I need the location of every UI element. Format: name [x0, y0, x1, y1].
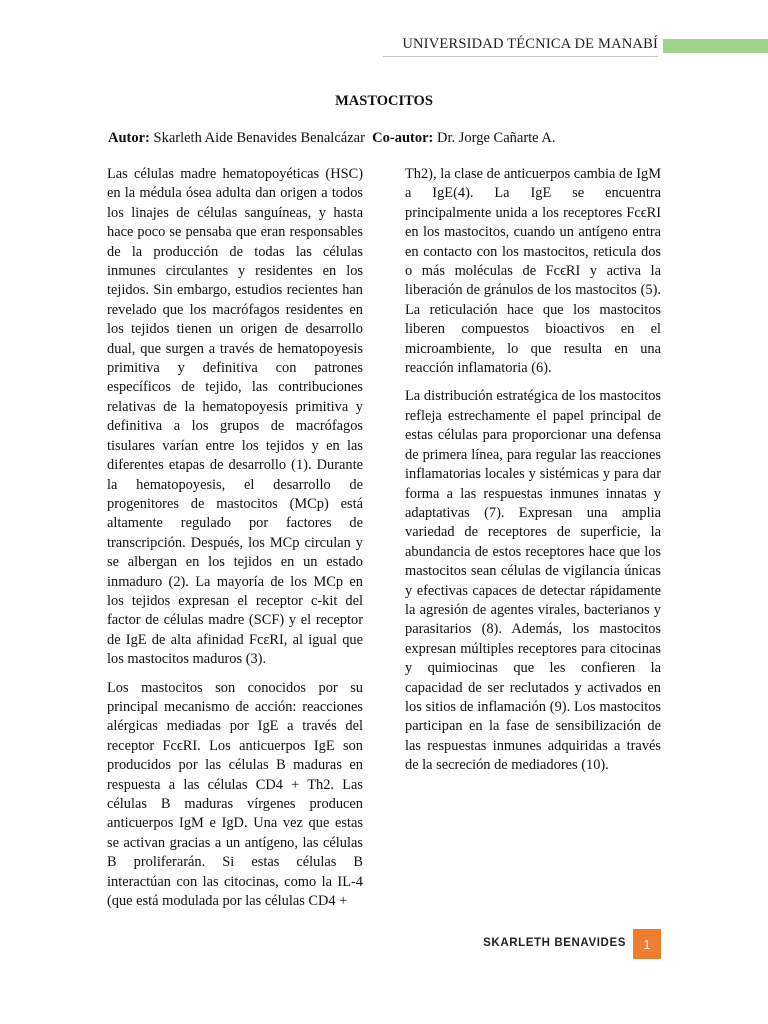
- paragraph: Th2), la clase de anticuerpos cambia de IgM a IgE(4). La IgE se encuentra principalmente unida a los receptores FcϵRI en los mastocitos, cuando un antígeno entra en contacto con los mastocitos, reticula dos o más moléculas de FcϵRI y activa la liberación de gránulos de los mastocitos (5). La reticulación hace que los mastocitos liberen compuestos bioactivos en el microambiente, lo que resulta en una reacción inflamatoria (6).: [405, 166, 661, 377]
- header-divider: [383, 56, 658, 57]
- footer-author: SKARLETH BENAVIDES: [483, 937, 626, 949]
- paragraph: Los mastocitos son conocidos por su principal mecanismo de acción: reacciones alérgicas mediadas por IgE a través del receptor FcϵRI. Los anticuerpos IgE son producidos por las células B maduras en respuesta a las células CD4 + Th2. Las células B maduras vírgenes producen anticuerpos IgM e IgD. Una vez que estas se activan gracias a un antígeno, las células B proliferarán. Si estas células B interactúan con las citocinas, como la IL-4 (que está modulada por las células CD4 +: [107, 679, 363, 910]
- author-name: Skarleth Aide Benavides Benalcázar: [153, 130, 365, 146]
- left-column: [107, 165, 363, 920]
- author-label: Autor:: [108, 130, 150, 146]
- coauthor-label: Co-autor:: [372, 130, 434, 146]
- header-accent-bar: [663, 39, 768, 53]
- page-number: 1: [633, 929, 661, 959]
- paragraph: La distribución estratégica de los mastocitos refleja estrechamente el papel principal de estas células para proporcionar una defensa de primera línea, para regular las reacciones inflamatorias locales y sistémicas y para dar forma a las respuestas inmunes innatas y adaptativas (7). Expresan una amplia variedad de receptores de superficie, la abundancia de estos receptores hace que los mastocitos sean células de vigilancia únicas y efectivas capaces de detectar rápidamente la agresión de agentes virales, bacterianos y parasitarios (8). Además, los mastocitos expresan múltiples receptores para citocinas y quimiocinas que les confieren la capacidad de ser reclutados y activados en los sitios de inflamación (9). Los mastocitos participan en la fase de sensibilización de las respuestas inmunes adquiridas a través de la secreción de mediadores (10).: [405, 388, 661, 774]
- right-column: [405, 165, 661, 785]
- paragraph: Las células madre hematopoyéticas (HSC) en la médula ósea adulta dan origen a todos los linajes de células sanguíneas, y hasta hace poco se pensaba que eran responsables de la producción de todas las células inmunes circulantes y residentes en los tejidos. Sin embargo, estudios recientes han revelado que los macrófagos residentes en los tejidos tienen un origen de desarrollo dual, que surgen a través de hematopoyesis primitiva y definitiva con patrones específicos de tejido, las contribuciones relativas de la hematopoyesis primitiva y definitiva a los grupos de macrófagos tisulares varían entre los tejidos y en las diferentes etapas de desarrollo (1). Durante la hematopoyesis, el desarrollo de progenitores de mastocitos (MCp) está altamente regulado por factores de transcripción. Después, los MCp circulan y se albergan en los tejidos en un estado inmaduro (2). La mayoría de los MCp en los tejidos expresan el receptor c-kit del factor de células madre (SCF) y el receptor de IgE de alta afinidad FcεRI, al igual que los mastocitos maduros (3).: [107, 166, 363, 668]
- author-line: [108, 130, 556, 147]
- coauthor-name: Dr. Jorge Cañarte A.: [437, 130, 556, 146]
- university-header: UNIVERSIDAD TÉCNICA DE MANABÍ: [402, 36, 658, 52]
- document-title: MASTOCITOS: [335, 93, 433, 109]
